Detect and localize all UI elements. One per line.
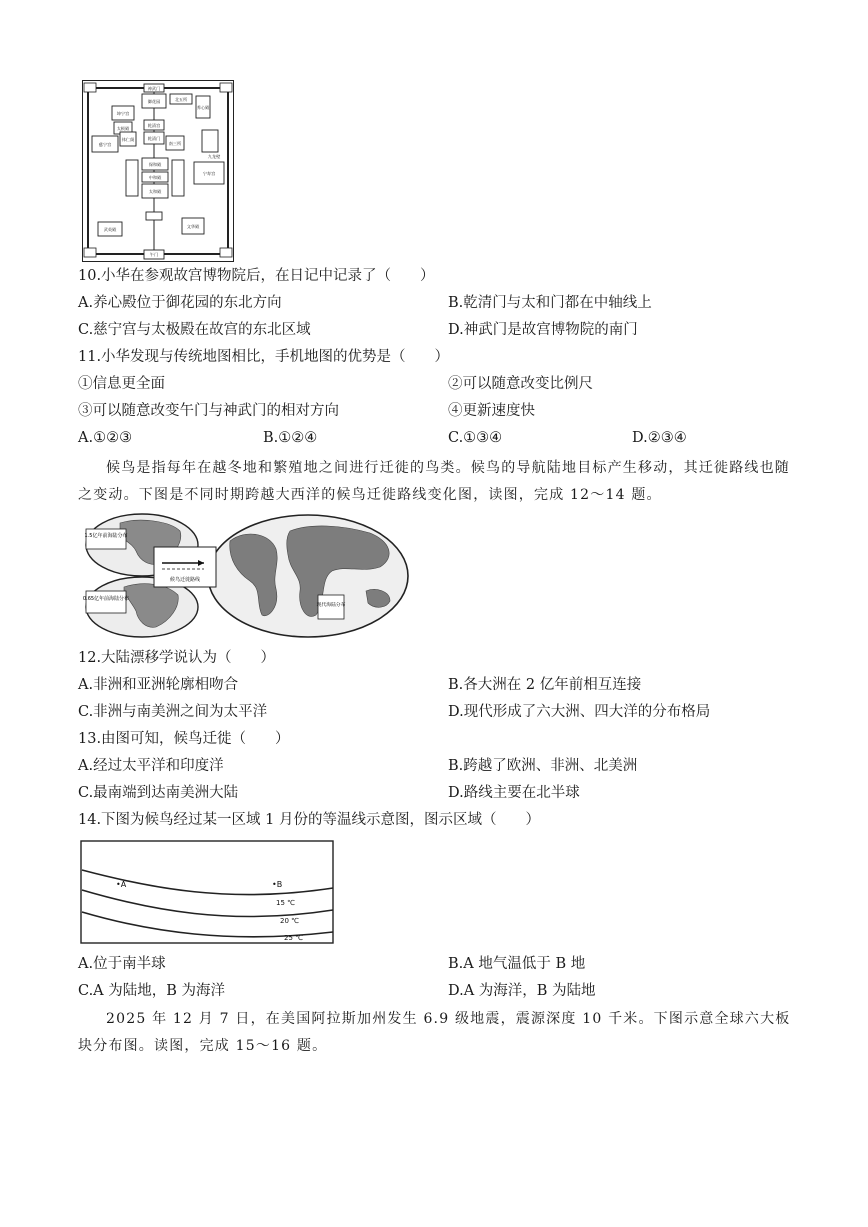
palace-map-figure <box>82 80 234 262</box>
isotherm-25-label: 25 ℃ <box>284 934 303 942</box>
palace-label: 神武门 <box>147 86 161 91</box>
palace-label: 文华殿 <box>186 224 200 229</box>
q14-option-b: B.A 地气温低于 B 地 <box>448 956 586 972</box>
point-a: •A <box>116 880 127 889</box>
question-12-stem: 12.大陆漂移学说认为（ ） <box>78 650 276 666</box>
palace-label: 坤宁宫 <box>116 111 130 116</box>
box1-label: 1.5亿年前海陆分布 <box>84 533 128 539</box>
q11-option-c: C.①③④ <box>448 430 503 446</box>
q10-option-c: C.慈宁宫与太极殿在故宫的东北区域 <box>78 322 311 338</box>
palace-label: 慈宁宫 <box>98 142 112 147</box>
palace-label: 养心殿 <box>196 105 210 110</box>
palace-label: 北五所 <box>174 97 188 102</box>
palace-label: 午门 <box>149 252 159 257</box>
q11-option-a: A.①②③ <box>78 430 133 446</box>
palace-label: 乾清宫 <box>147 123 161 128</box>
q11-item-4: ④更新速度快 <box>448 403 535 419</box>
palace-label: 乾清门 <box>147 136 161 141</box>
isotherm-figure <box>80 840 334 944</box>
q12-option-b: B.各大洲在 2 亿年前相互连接 <box>448 677 642 693</box>
q14-option-d: D.A 为海洋，B 为陆地 <box>448 983 596 999</box>
palace-label: 保和殿 <box>148 162 162 167</box>
palace-label: 中和殿 <box>148 175 162 180</box>
q12-option-c: C.非洲与南美洲之间为太平洋 <box>78 704 268 720</box>
q13-option-b: B.跨越了欧洲、非洲、北美洲 <box>448 758 638 774</box>
q12-option-d: D.现代形成了六大洲、四大洋的分布格局 <box>448 704 711 720</box>
route-label: 候鸟迁徙路线 <box>169 577 201 583</box>
palace-label: 太和殿 <box>148 189 162 194</box>
q11-item-1: ①信息更全面 <box>78 376 165 392</box>
palace-label: 南三所 <box>168 141 182 146</box>
point-b: •B <box>272 880 283 889</box>
question-13-stem: 13.由图可知，候鸟迁徙（ ） <box>78 731 290 747</box>
palace-label: 体仁阁 <box>121 137 135 142</box>
intro-15-16: 2025 年 12 月 7 日，在美国阿拉斯加州发生 6.9 级地震，震源深度 10 千米。下图示意全球六大板块分布图。读图，完成 15～16 题。 <box>78 1011 791 1054</box>
question-11-stem: 11.小华发现与传统地图相比，手机地图的优势是（ ） <box>78 349 450 365</box>
isotherm-15-label: 15 ℃ <box>276 899 295 907</box>
question-10-stem: 10.小华在参观故宫博物院后，在日记中记录了（ ） <box>78 268 435 284</box>
intro-12-14: 候鸟是指每年在越冬地和繁殖地之间进行迁徙的鸟类。候鸟的导航陆地目标产生移动，其迁徙路线也随之变动。下图是不同时期跨越大西洋的候鸟迁徙路线变化图，读图，完成 12～14 题。 <box>78 460 790 503</box>
q11-option-b: B.①②④ <box>263 430 318 446</box>
palace-label: 御花园 <box>147 99 161 104</box>
q14-option-a: A.位于南半球 <box>78 956 166 972</box>
q12-option-a: A.非洲和亚洲轮廓相吻合 <box>78 677 239 693</box>
question-14-stem: 14.下图为候鸟经过某一区域 1 月份的等温线示意图，图示区域（ ） <box>78 812 541 828</box>
isotherm-20-label: 20 ℃ <box>280 917 299 925</box>
q14-option-c: C.A 为陆地，B 为海洋 <box>78 983 226 999</box>
q11-item-2: ②可以随意改变比例尺 <box>448 376 593 392</box>
palace-label: 九龙壁 <box>207 154 221 159</box>
q10-option-a: A.养心殿位于御花园的东北方向 <box>78 295 282 311</box>
q13-option-c: C.最南端到达南美洲大陆 <box>78 785 239 801</box>
box3-label: 现代海陆分布 <box>316 603 346 608</box>
q13-option-d: D.路线主要在北半球 <box>448 785 580 801</box>
q11-option-d: D.②③④ <box>632 430 687 446</box>
q10-option-d: D.神武门是故宫博物院的南门 <box>448 322 638 338</box>
palace-label: 武英殿 <box>103 227 117 232</box>
migration-map-figure <box>80 511 412 640</box>
q10-option-b: B.乾清门与太和门都在中轴线上 <box>448 295 652 311</box>
palace-label: 太极殿 <box>116 126 130 131</box>
q11-item-3: ③可以随意改变午门与神武门的相对方向 <box>78 403 339 419</box>
q13-option-a: A.经过太平洋和印度洋 <box>78 758 224 774</box>
box2-label: 0.65亿年前海陆分布 <box>82 596 130 602</box>
palace-label: 宁寿宫 <box>202 171 216 176</box>
